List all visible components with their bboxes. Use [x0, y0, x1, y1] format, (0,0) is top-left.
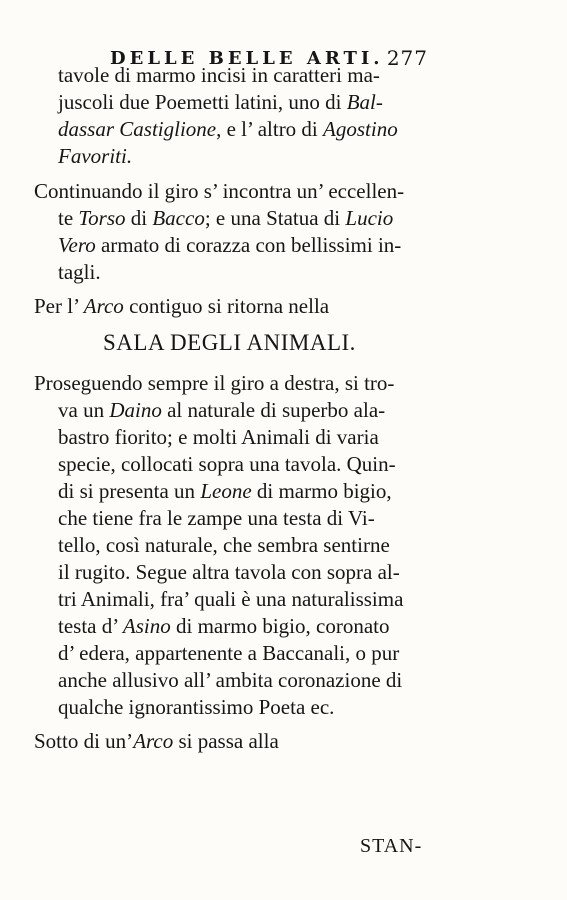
text-span: contiguo si ritorna nella: [129, 294, 330, 318]
text-span: d’ edera, appartenente a Baccanali, o pur: [58, 641, 400, 665]
text-line: [58, 505, 375, 531]
italic-span: Agostino: [323, 117, 398, 141]
text-line: [58, 532, 390, 558]
text-line: [58, 694, 334, 720]
text-line: [58, 397, 385, 423]
page-number: 277: [386, 46, 428, 70]
text-span: te: [58, 206, 74, 230]
text-line: [58, 232, 401, 258]
text-span: bastro fiorito; e molti Animali di varia: [58, 425, 379, 449]
italic-span: Torso: [78, 206, 126, 230]
text-span: testa d’: [58, 614, 118, 638]
text-span: ; e una Statua di: [204, 206, 341, 230]
text-line: [34, 293, 329, 319]
text-line: [58, 586, 403, 612]
text-span: qualche ignorantissimo Poeta ec.: [58, 695, 335, 719]
text-span: di marmo bigio,: [256, 479, 392, 503]
italic-span: Leone: [200, 479, 252, 503]
text-span: juscoli due Poemetti latini, uno di: [58, 90, 342, 114]
text-span: Continuando il giro s’ incontra un’ eccellen-: [34, 179, 405, 203]
text-span: si passa alla: [178, 729, 279, 753]
text-line: [58, 424, 379, 450]
italic-span: Arco: [83, 294, 124, 318]
text-span: Proseguendo sempre il giro a destra, si tro-: [34, 371, 395, 395]
text-line: [34, 728, 279, 754]
catchword: STAN-: [360, 835, 423, 857]
text-span: Per l’: [34, 294, 79, 318]
text-span: di si presenta un: [58, 479, 196, 503]
text-line: [58, 62, 380, 88]
text-span: al naturale di superbo ala-: [167, 398, 386, 422]
italic-span: Asino: [122, 614, 171, 638]
text-line: [58, 478, 392, 504]
italic-span: Bacco: [152, 206, 205, 230]
text-span: di marmo bigio, coronato: [176, 614, 390, 638]
italic-span: dassar Castiglione: [58, 117, 217, 141]
running-head-title: DELLE BELLE ARTI.: [110, 48, 384, 69]
italic-span: Vero: [58, 233, 96, 257]
text-span: tri Animali, fra’ quali è una naturalissima: [58, 587, 404, 611]
text-line: [58, 205, 393, 231]
text-line: [58, 559, 400, 585]
text-line: [34, 178, 404, 204]
text-span: , e l’ altro di: [216, 117, 318, 141]
italic-span: Lucio: [345, 206, 394, 230]
text-span: tagli.: [58, 260, 101, 284]
text-line: [58, 451, 396, 477]
text-span: va un: [58, 398, 105, 422]
italic-span: Daino: [109, 398, 162, 422]
text-span: armato di corazza con bellissimi in-: [100, 233, 402, 257]
text-span: il rugito. Segue altra tavola con sopra al-: [58, 560, 400, 584]
text-line: [58, 143, 132, 169]
text-span: tavole di marmo incisi in caratteri ma-: [58, 63, 380, 87]
text-line: [58, 640, 399, 666]
text-line: [58, 613, 389, 639]
section-heading: SALA DEGLI ANIMALI.: [103, 330, 356, 355]
text-span: Sotto di un’: [34, 729, 134, 753]
text-span: che tiene fra le zampe una testa di Vi-: [58, 506, 375, 530]
text-line: [34, 370, 394, 396]
text-span: specie, collocati sopra una tavola. Quin-: [58, 452, 396, 476]
italic-span: Bal-: [346, 90, 383, 114]
text-span: tello, così naturale, che sembra sentirne: [58, 533, 390, 557]
italic-span: Favoriti.: [58, 144, 133, 168]
text-span: di: [130, 206, 148, 230]
text-span: anche allusivo all’ ambita coronazione di: [58, 668, 403, 692]
text-line: [58, 259, 101, 285]
text-line: [58, 89, 383, 115]
italic-span: Arco: [133, 729, 174, 753]
text-line: [58, 667, 402, 693]
text-line: [58, 116, 398, 142]
